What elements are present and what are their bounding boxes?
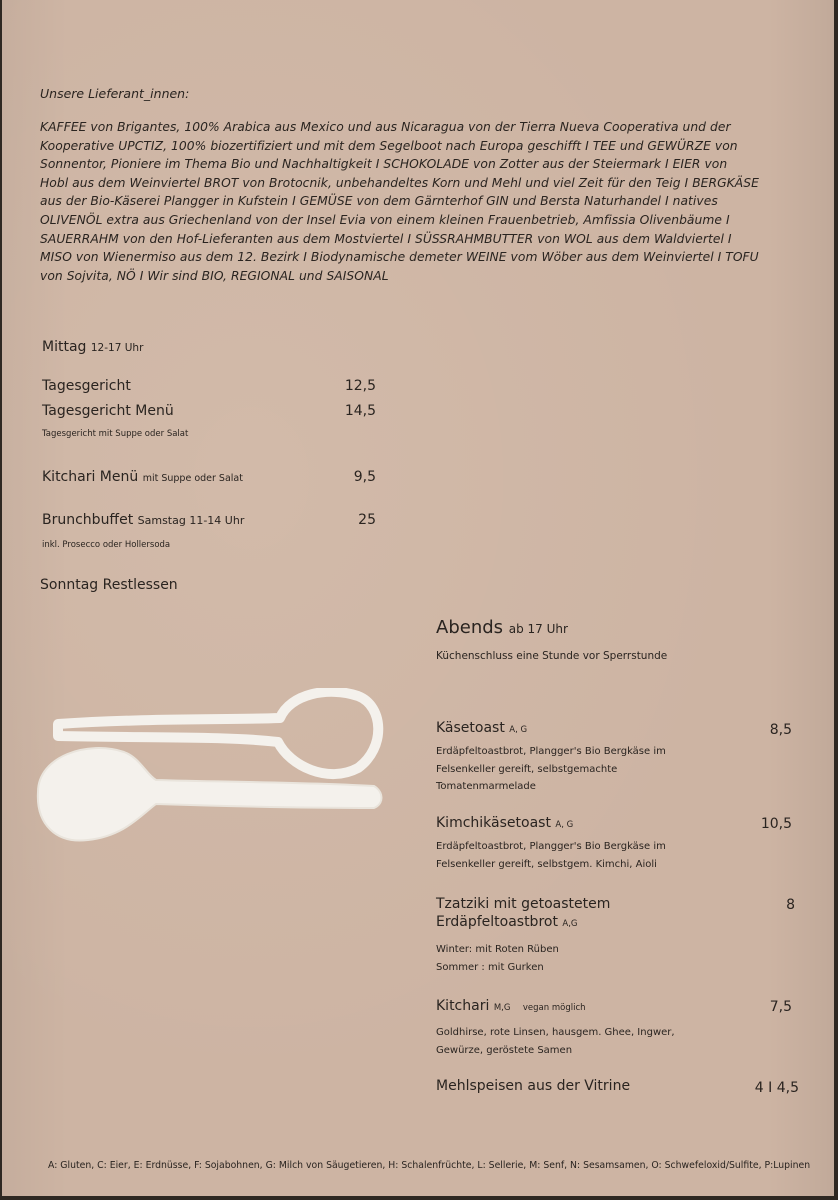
abends-item-price: 7,5 xyxy=(769,999,792,1015)
abends-item-name xyxy=(436,720,527,736)
abends-item-desc xyxy=(436,743,666,796)
desc-line: Sommer : mit Gurken xyxy=(436,961,544,973)
mittag-item-label: Brunchbuffet xyxy=(42,512,134,528)
mittag-item-price: 14,5 xyxy=(344,403,376,419)
abends-item-label: Kimchikäsetoast xyxy=(436,815,551,831)
abends-title-label: Abends xyxy=(436,617,504,638)
desc-line: Gewürze, geröstete Samen xyxy=(436,1044,573,1056)
mittag-item-extra: mit Suppe oder Salat xyxy=(142,473,243,484)
abends-item-price: 10,5 xyxy=(760,816,792,832)
desc-line: Erdäpfeltoastbrot, Plangger's Bio Bergkäse im xyxy=(436,746,666,757)
sunday-note: Sonntag Restlessen xyxy=(40,577,178,593)
suppliers-line: Kooperative UPCTIZ, 100% biozertifiziert und mit dem Segelboot nach Europa geschifft I TEE und GEWÜRZE von xyxy=(40,138,738,153)
abends-item-name xyxy=(436,998,586,1014)
abends-item-name: Mehlspeisen aus der Vitrine xyxy=(436,1078,631,1094)
suppliers-line: OLIVENÖL extra aus Griechenland von der Insel Evia von einem kleinen Frauenbetrieb, Amfissia Olivenbäume I xyxy=(40,212,730,227)
desc-line: Felsenkeller gereift, selbstgemachte xyxy=(436,763,618,775)
mittag-item-price: 9,5 xyxy=(353,469,376,485)
abends-item-price: 4 I 4,5 xyxy=(754,1080,799,1096)
vegan-note: vegan möglich xyxy=(522,1003,586,1013)
abends-item-label: Käsetoast xyxy=(436,720,505,736)
suppliers-line: KAFFEE von Brigantes, 100% Arabica aus Mexico und aus Nicaragua von der Tierra Nueva Cooperativa und der xyxy=(40,120,731,134)
mittag-title xyxy=(42,339,143,355)
allergen-tag: A, G xyxy=(555,820,574,830)
mittag-item-name xyxy=(42,469,243,485)
mittag-title-label: Mittag xyxy=(42,339,87,355)
mittag-item-price: 25 xyxy=(358,512,376,528)
suppliers-line: von Sojvita, NÖ I Wir sind BIO, REGIONAL und SAISONAL xyxy=(40,268,389,283)
suppliers-line: Sonnentor, Pioniere im Thema Bio und Nachhaltigkeit I SCHOKOLADE von Zotter aus der Steiermark I EIER von xyxy=(40,157,728,172)
abends-item-desc xyxy=(436,941,559,976)
suppliers-text xyxy=(40,118,800,285)
abends-item-label: Erdäpfeltoastbrot xyxy=(436,914,558,930)
desc-line: Erdäpfeltoastbrot, Plangger's Bio Bergkäse im xyxy=(436,841,666,852)
desc-line: Goldhirse, rote Linsen, hausgem. Ghee, Ingwer, xyxy=(436,1027,675,1038)
desc-line: Felsenkeller gereift, selbstgem. Kimchi, Aioli xyxy=(436,858,657,870)
abends-hours: ab 17 Uhr xyxy=(508,622,568,636)
mittag-item-extra: Samstag 11-14 Uhr xyxy=(137,514,245,527)
mittag-item-name: Tagesgericht Menü xyxy=(42,403,174,419)
abends-item-name xyxy=(436,815,573,831)
abends-item-price: 8 xyxy=(786,897,795,913)
desc-line: Tomatenmarmelade xyxy=(436,781,536,792)
allergen-legend: A: Gluten, C: Eier, E: Erdnüsse, F: Sojabohnen, G: Milch von Säugetieren, H: Schalenfrüchte, L: Sellerie, M: Senf, N: Sesamsamen, O: Schwefeloxid/Sulfite, P:Lupinen xyxy=(48,1160,811,1171)
spoons-drawing-icon xyxy=(28,688,390,848)
abends-item-label: Kitchari xyxy=(436,998,490,1014)
mittag-item-name: Tagesgericht xyxy=(42,378,131,394)
mittag-item-price: 12,5 xyxy=(344,378,376,394)
abends-title xyxy=(436,617,568,638)
suppliers-line: SAUERRAHM von den Hof-Lieferanten aus dem Mostviertel I SÜSSRAHMBUTTER von WOL aus dem Waldviertel I xyxy=(40,231,732,246)
abends-item-name: Tzatziki mit getoastetem xyxy=(436,896,611,912)
mittag-item-note: Tagesgericht mit Suppe oder Salat xyxy=(42,429,189,439)
suppliers-line: Hobl aus dem Weinviertel BROT von Brotocnik, unbehandeltes Korn und Mehl und viel Zeit für den Teig I BERGKÄSE xyxy=(40,175,759,190)
abends-item-price: 8,5 xyxy=(769,722,792,738)
abends-subtitle: Küchenschluss eine Stunde vor Sperrstunde xyxy=(436,650,668,662)
mittag-hours: 12-17 Uhr xyxy=(90,342,144,354)
abends-item-name-line2 xyxy=(436,914,578,930)
allergen-tag: A, G xyxy=(509,725,528,735)
allergen-tag: A,G xyxy=(562,919,578,929)
desc-line: Winter: mit Roten Rüben xyxy=(436,944,559,955)
abends-item-desc xyxy=(436,1024,675,1059)
mittag-item-name xyxy=(42,512,244,528)
suppliers-heading: Unsere Lieferant_innen: xyxy=(40,86,190,101)
allergen-tag: M,G xyxy=(493,1003,511,1013)
suppliers-line: aus der Bio-Käserei Plangger in Kufstein I GEMÜSE von dem Gärnterhof GIN und Bersta Naturhandel I natives xyxy=(40,194,718,209)
menu-page xyxy=(2,0,834,1196)
abends-item-desc xyxy=(436,838,666,873)
suppliers-line: MISO von Wienermiso aus dem 12. Bezirk I Biodynamische demeter WEINE vom Wöber aus dem Weinviertel I TOFU xyxy=(40,250,759,265)
mittag-item-label: Kitchari Menü xyxy=(42,469,139,485)
mittag-item-note: inkl. Prosecco oder Hollersoda xyxy=(42,540,171,550)
